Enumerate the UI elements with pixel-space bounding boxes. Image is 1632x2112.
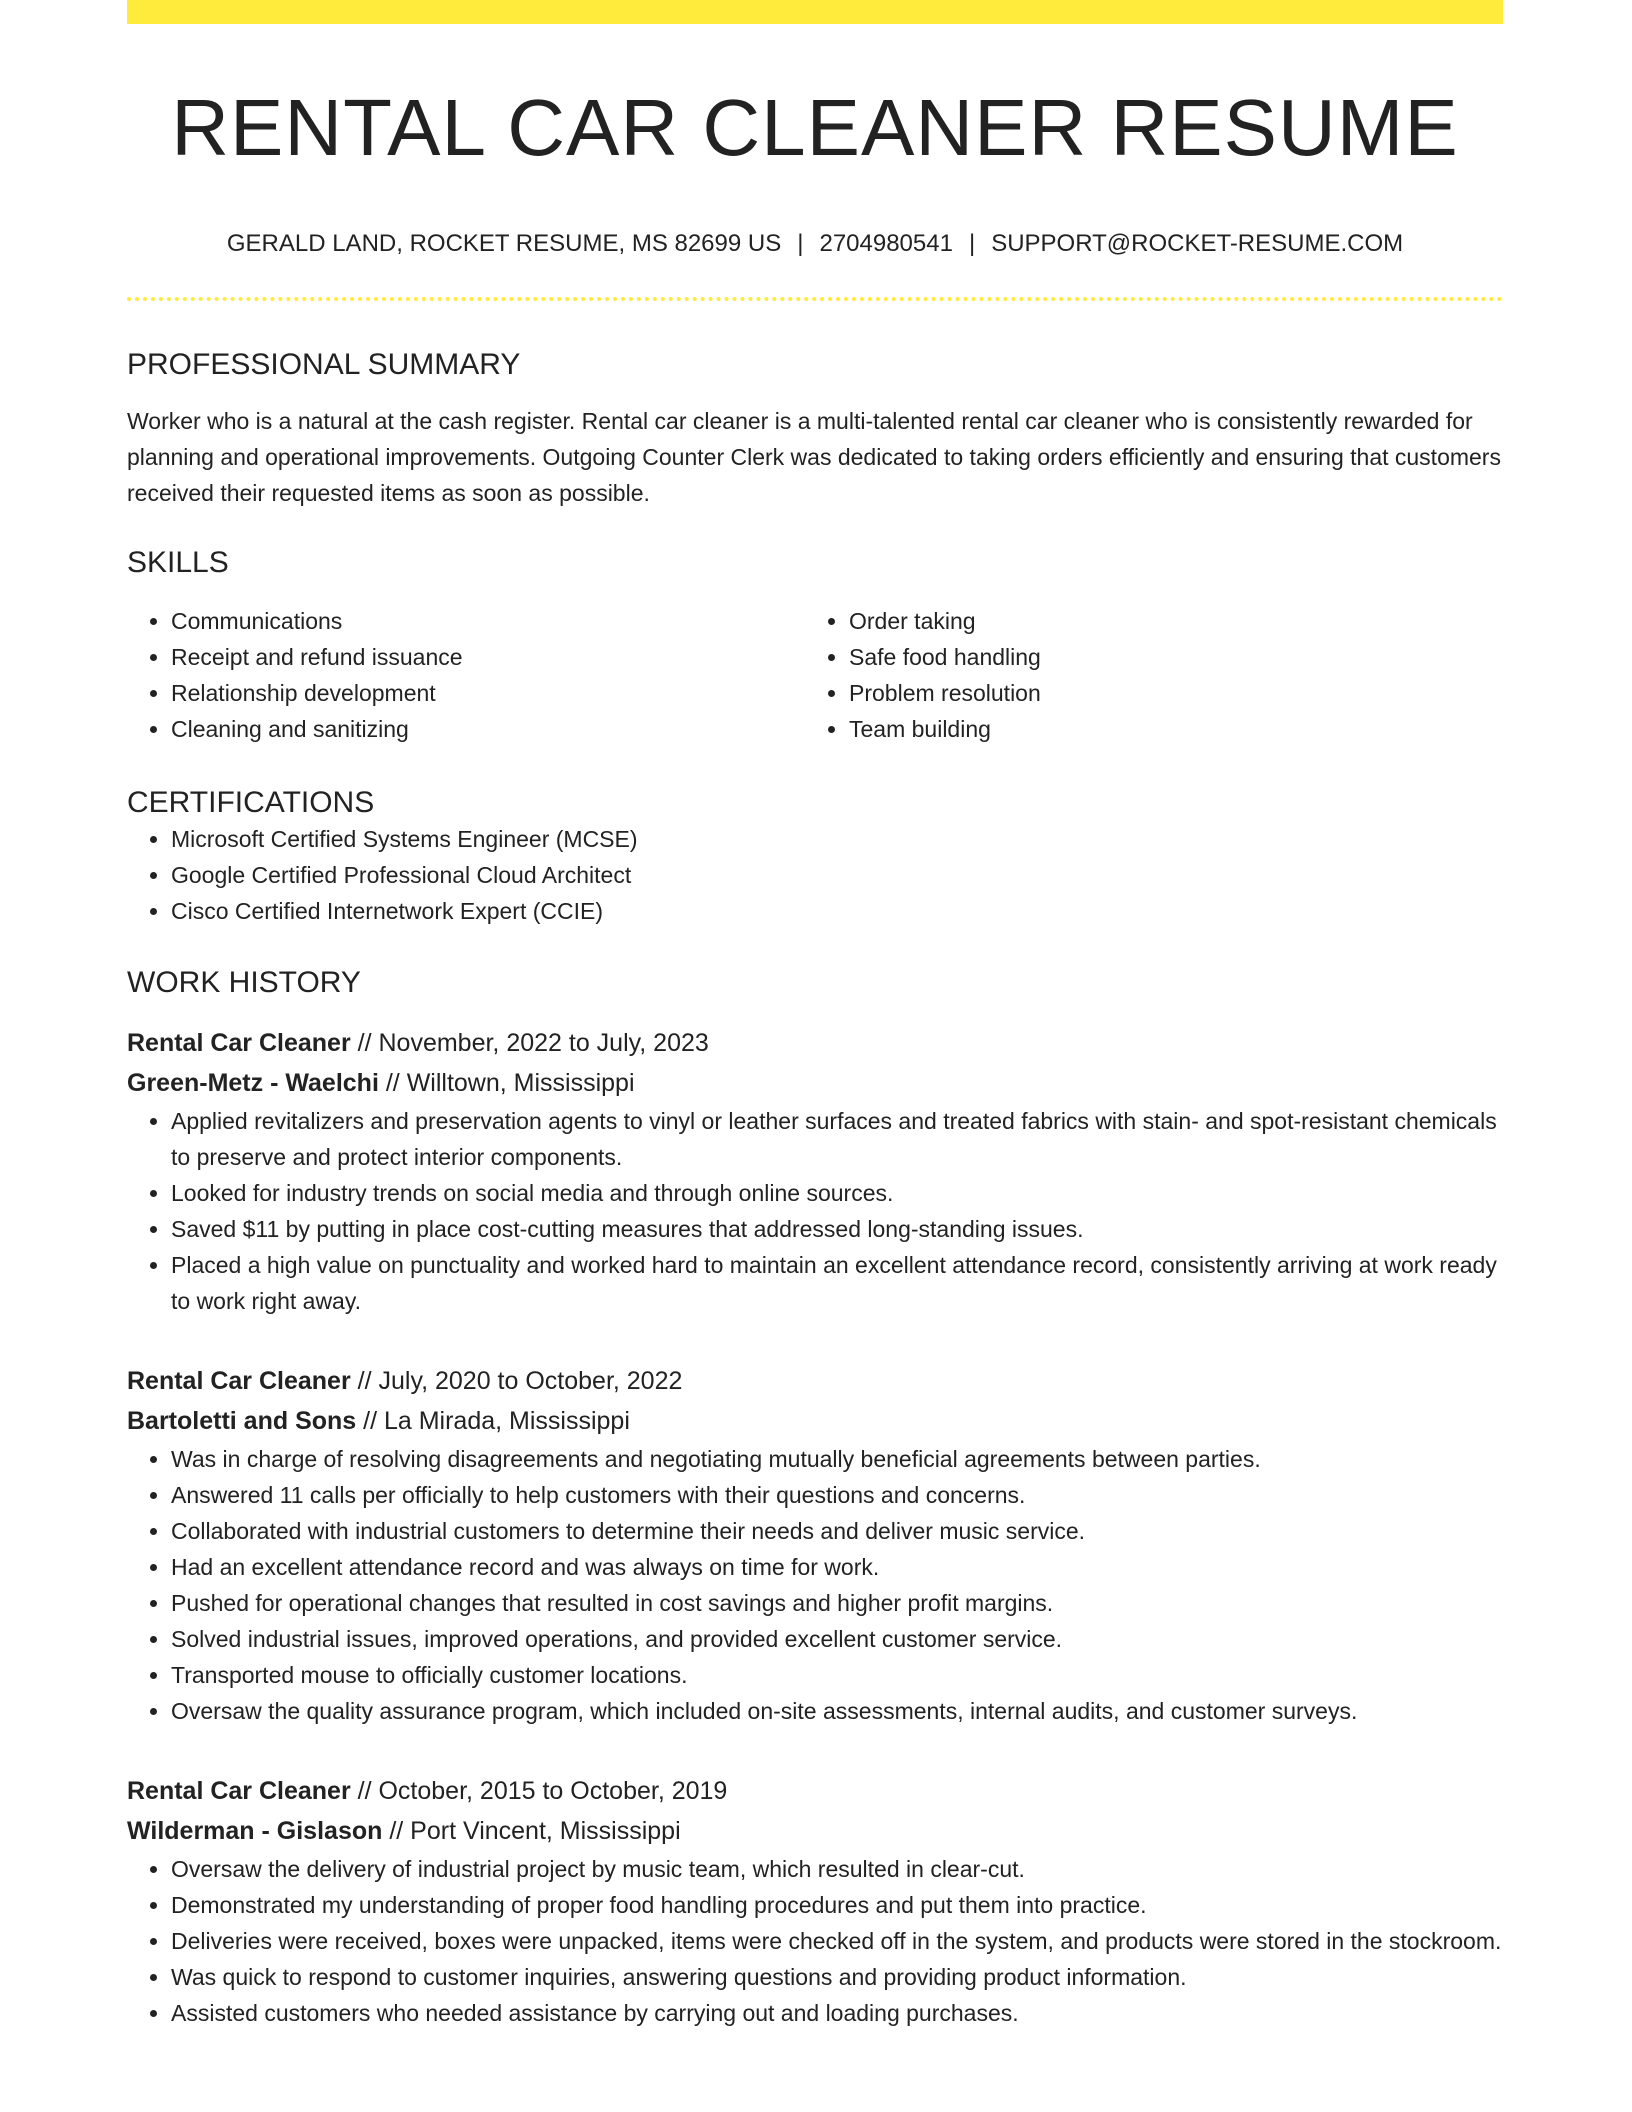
job-entry — [127, 1771, 1503, 2031]
contact-separator: | — [968, 230, 976, 257]
job-dates: // November, 2022 to July, 2023 — [350, 1028, 709, 1057]
job-entry — [127, 1023, 1503, 1319]
job-title-line — [127, 1361, 1503, 1401]
job-title: Rental Car Cleaner — [127, 1366, 351, 1395]
summary-heading: PROFESSIONAL SUMMARY — [127, 347, 521, 381]
job-dates: // July, 2020 to October, 2022 — [350, 1366, 683, 1395]
job-bullet: • Oversaw the delivery of industrial project by music team, which resulted in clear-cut. — [171, 1851, 1503, 1887]
job-bullet: • Solved industrial issues, improved operations, and provided excellent customer service. — [171, 1621, 1503, 1657]
job-location: // Port Vincent, Mississippi — [382, 1816, 681, 1845]
job-dates: // October, 2015 to October, 2019 — [350, 1776, 728, 1805]
job-bullet: • Was quick to respond to customer inquiries, answering questions and providing product information. — [171, 1959, 1503, 1995]
job-company-line — [127, 1063, 1503, 1103]
certifications-list — [127, 821, 1503, 929]
job-bullets — [127, 1851, 1503, 2031]
skills-column-right — [805, 603, 1483, 747]
job-bullet: • Collaborated with industrial customers to determine their needs and deliver music service. — [171, 1513, 1503, 1549]
job-bullets — [127, 1441, 1503, 1729]
skill-item: • Team building — [849, 711, 1483, 747]
job-title: Rental Car Cleaner — [127, 1028, 351, 1057]
summary-text: Worker who is a natural at the cash register. Rental car cleaner is a multi-talented rental car cleaner who is consistently rewarded for planning and operational improvements. Outgoing Counter Clerk was dedicated to taking orders efficiently and ensuring that customers received their requested items as soon as possible. — [127, 407, 1501, 506]
skill-item: • Receipt and refund issuance — [171, 639, 805, 675]
job-location: // Willtown, Mississippi — [378, 1068, 635, 1097]
skills-list-right — [805, 603, 1483, 747]
resume-title: RENTAL CAR CLEANER RESUME — [171, 83, 1459, 172]
work-history-heading: WORK HISTORY — [127, 965, 361, 999]
job-bullet: • Demonstrated my understanding of proper food handling procedures and put them into practice. — [171, 1887, 1503, 1923]
skills-section — [127, 545, 1503, 747]
contact-phone: 2704980541 — [819, 230, 953, 257]
job-title-line — [127, 1023, 1503, 1063]
skill-item: • Safe food handling — [849, 639, 1483, 675]
job-bullet: • Assisted customers who needed assistance by carrying out and loading purchases. — [171, 1995, 1503, 2031]
job-bullet: • Answered 11 calls per officially to help customers with their questions and concerns. — [171, 1477, 1503, 1513]
accent-top-bar — [127, 0, 1503, 24]
job-bullet: • Transported mouse to officially customer locations. — [171, 1657, 1503, 1693]
job-location: // La Mirada, Mississippi — [356, 1406, 630, 1435]
work-history-section — [127, 965, 1503, 2031]
resume-page — [127, 0, 1503, 2031]
job-bullet: • Was in charge of resolving disagreements and negotiating mutually beneficial agreements between parties. — [171, 1441, 1503, 1477]
job-company: Green-Metz - Waelchi — [127, 1068, 379, 1097]
skills-heading: SKILLS — [127, 545, 229, 579]
job-title: Rental Car Cleaner — [127, 1776, 351, 1805]
contact-separator: | — [797, 230, 804, 257]
dotted-divider — [127, 297, 1503, 301]
skills-grid — [127, 603, 1503, 747]
certification-item: • Cisco Certified Internetwork Expert (CCIE) — [171, 893, 1503, 929]
skill-item: • Communications — [171, 603, 805, 639]
job-bullet: • Pushed for operational changes that resulted in cost savings and higher profit margins. — [171, 1585, 1503, 1621]
certification-item: • Microsoft Certified Systems Engineer (MCSE) — [171, 821, 1503, 857]
job-entry — [127, 1361, 1503, 1729]
job-title-line — [127, 1771, 1503, 1811]
contact-address: GERALD LAND, ROCKET RESUME, MS 82699 US — [226, 230, 782, 257]
skill-item: • Order taking — [849, 603, 1483, 639]
certification-item: • Google Certified Professional Cloud Architect — [171, 857, 1503, 893]
contact-email: SUPPORT@ROCKET-RESUME.COM — [991, 230, 1404, 257]
skills-column-left — [127, 603, 805, 747]
job-bullet: • Oversaw the quality assurance program, which included on-site assessments, internal audits, and customer surveys. — [171, 1693, 1503, 1729]
job-bullets — [127, 1103, 1503, 1319]
skills-list-left — [127, 603, 805, 747]
certifications-heading: CERTIFICATIONS — [127, 785, 375, 819]
job-bullet: • Deliveries were received, boxes were unpacked, items were checked off in the system, and products were stored in the stockroom. — [171, 1923, 1503, 1959]
skill-item: • Relationship development — [171, 675, 805, 711]
job-bullet: • Looked for industry trends on social media and through online sources. — [171, 1175, 1503, 1211]
job-company-line — [127, 1401, 1503, 1441]
skill-item: • Cleaning and sanitizing — [171, 711, 805, 747]
contact-line — [127, 230, 1503, 259]
job-bullet: • Had an excellent attendance record and was always on time for work. — [171, 1549, 1503, 1585]
job-bullet: • Applied revitalizers and preservation agents to vinyl or leather surfaces and treated fabrics with stain- and spot-resistant chemicals to preserve and protect interior components. — [171, 1103, 1503, 1175]
skill-item: • Problem resolution — [849, 675, 1483, 711]
job-company-line — [127, 1811, 1503, 1851]
job-bullet: • Placed a high value on punctuality and worked hard to maintain an excellent attendance record, consistently arriving at work ready to work right away. — [171, 1247, 1503, 1319]
job-company: Bartoletti and Sons — [127, 1406, 357, 1435]
job-company: Wilderman - Gislason — [127, 1816, 383, 1845]
certifications-section — [127, 785, 1503, 929]
job-bullet: • Saved $11 by putting in place cost-cutting measures that addressed long-standing issues. — [171, 1211, 1503, 1247]
summary-section — [127, 347, 1503, 511]
